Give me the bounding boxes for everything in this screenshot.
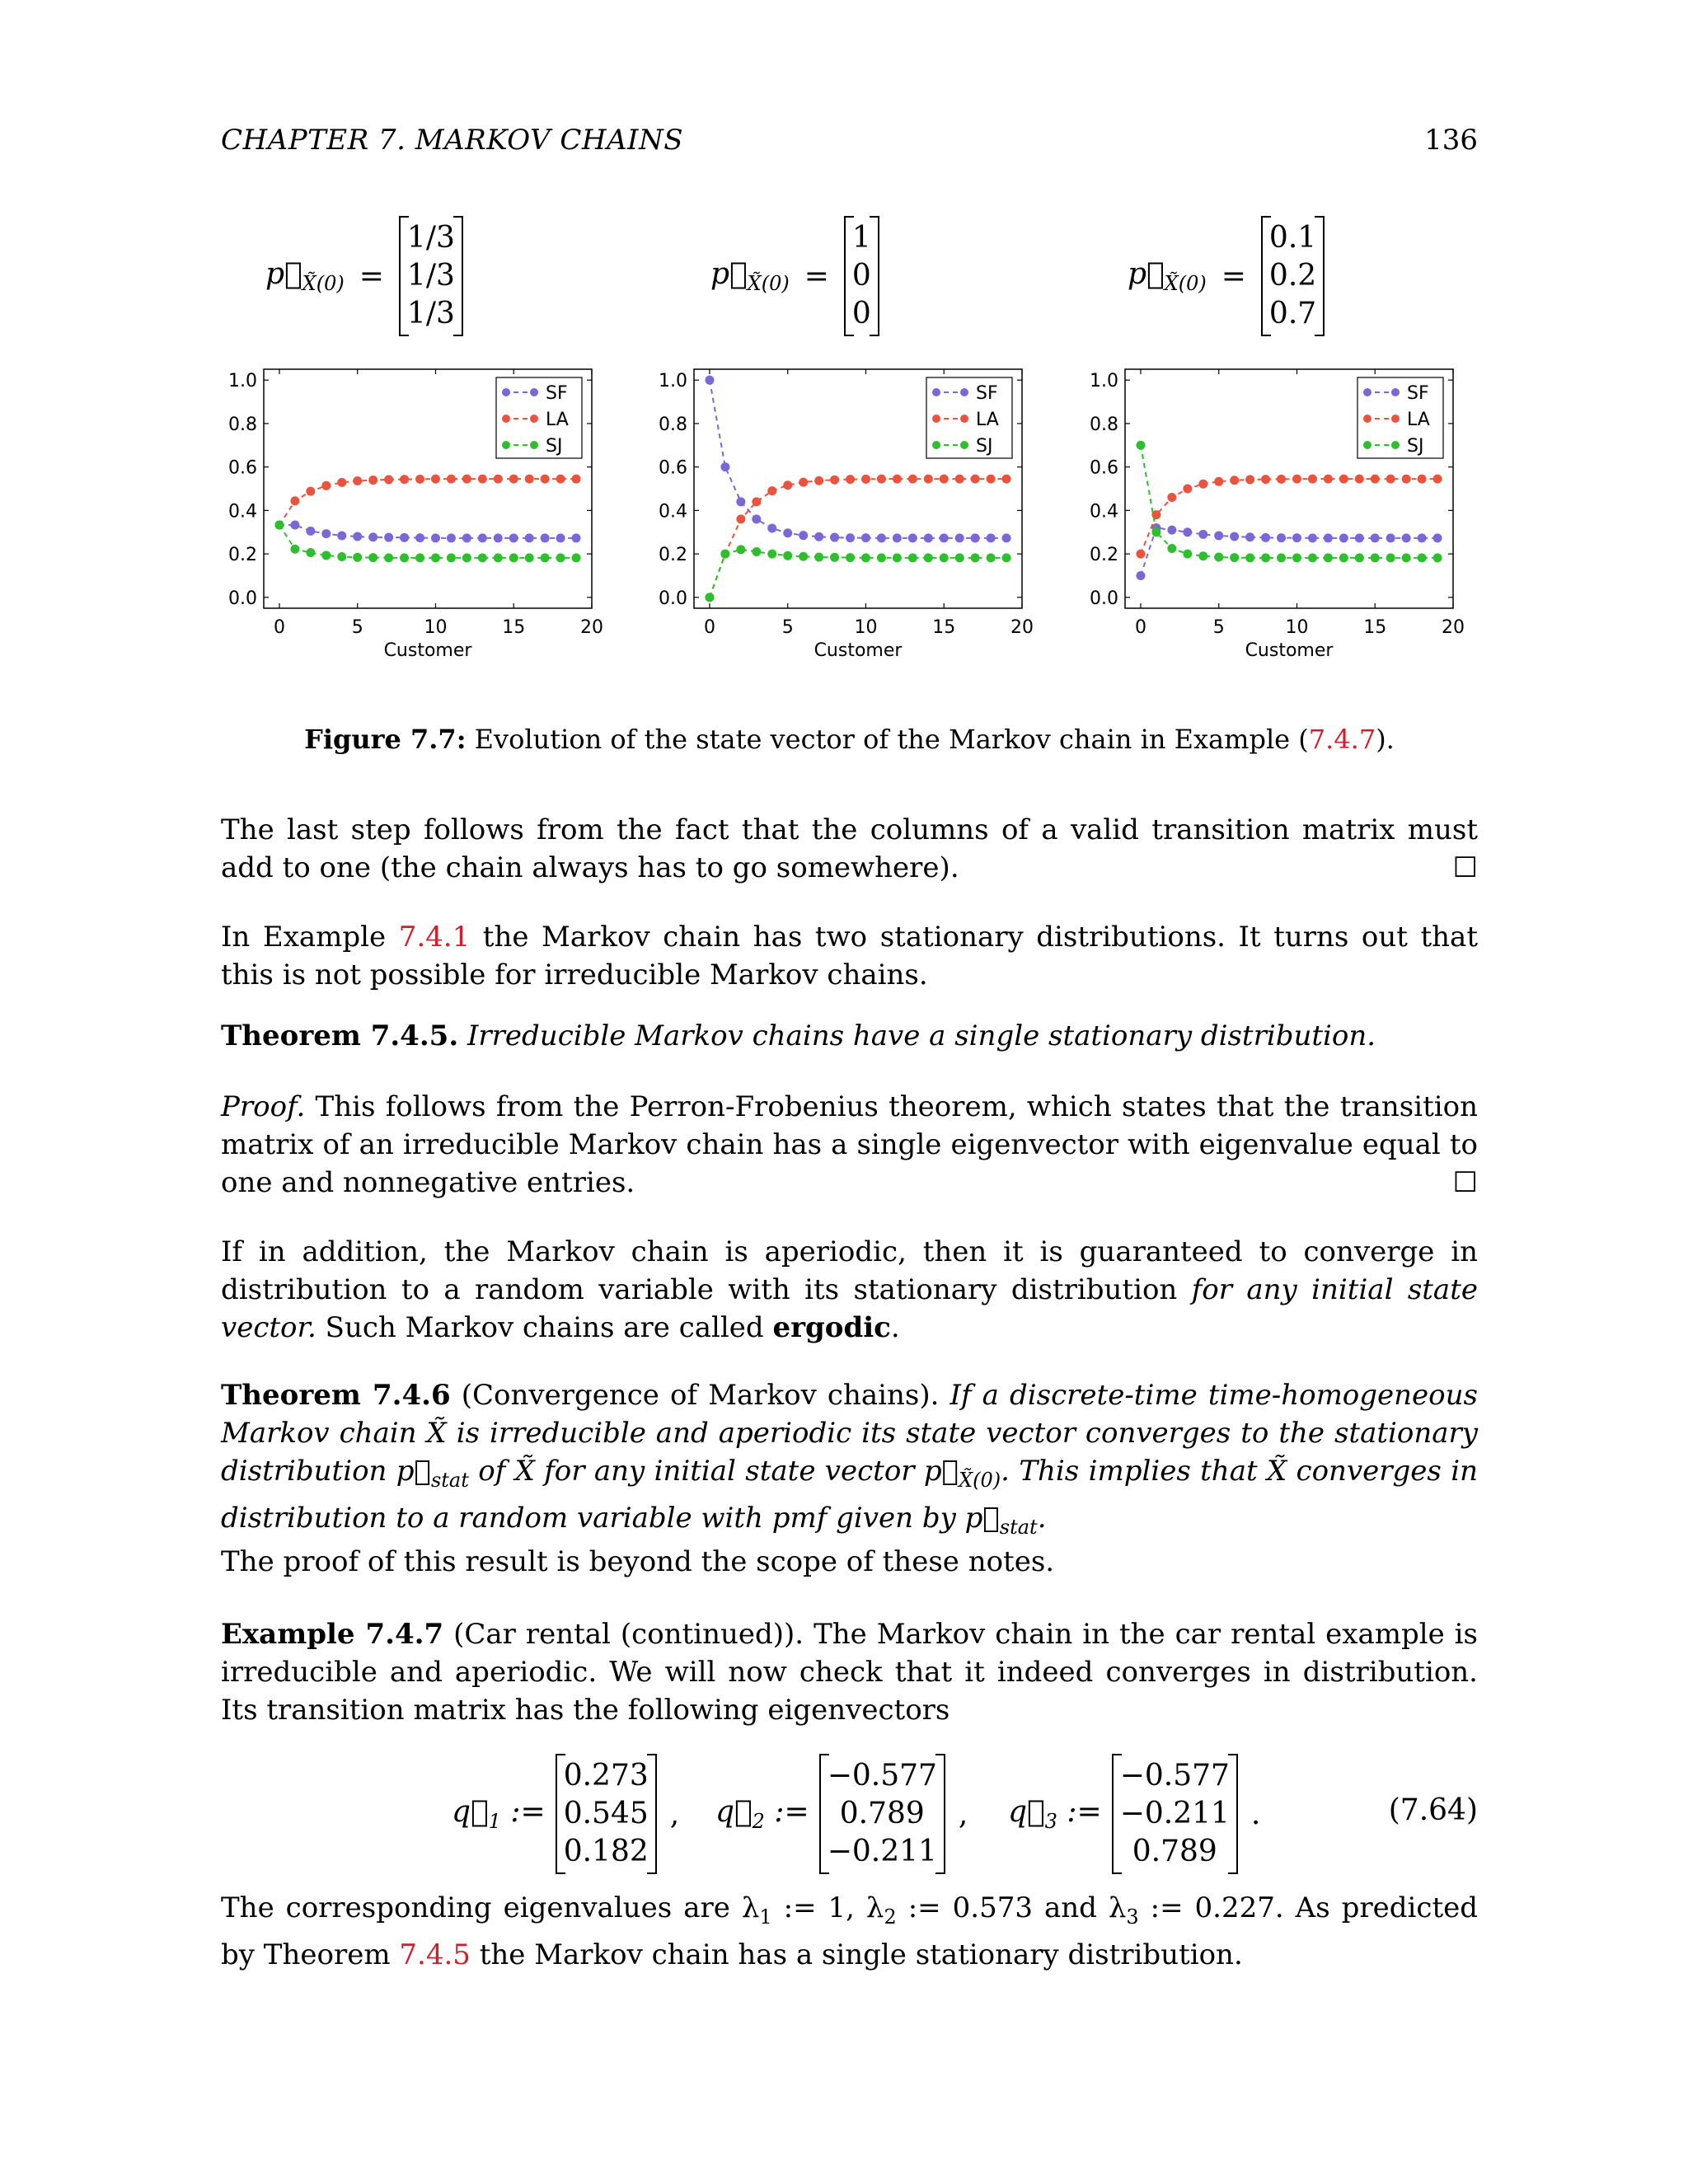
proof: [221, 1088, 1478, 1202]
data-point-sf: [1308, 533, 1317, 542]
paragraph-text: The proof of this result is beyond the scope of these notes.: [221, 1545, 1055, 1578]
x-tick-label: 15: [932, 617, 956, 638]
data-point-la: [1339, 475, 1348, 484]
x-tick-label: 5: [351, 617, 363, 638]
equation-number: (7.64): [1388, 1793, 1478, 1827]
paragraph-text: The corresponding eigenvalues are λ: [221, 1891, 760, 1924]
legend-swatch-marker: [1391, 388, 1400, 396]
data-point-la: [1386, 475, 1395, 484]
data-point-sf: [1245, 532, 1254, 541]
legend-label: SF: [546, 383, 568, 404]
paragraph-text: := 0.573 and λ: [896, 1891, 1127, 1924]
paragraph-text: := 1, λ: [771, 1891, 884, 1924]
y-tick-label: 0.6: [1090, 457, 1118, 479]
chapter-title: CHAPTER 7. MARKOV CHAINS: [221, 124, 684, 157]
matrix-entry: 0.273: [563, 1759, 649, 1793]
proof-label: Proof.: [221, 1090, 306, 1123]
emphasis-text: for any initial state vector.: [221, 1273, 1478, 1344]
page-number: 136: [1424, 124, 1478, 157]
caption-text: Evolution of the state vector of the Markov chain in Example (: [466, 724, 1309, 755]
data-point-sf: [1198, 530, 1207, 539]
x-tick-label: 0: [273, 617, 285, 638]
data-point-sf: [1277, 533, 1286, 542]
equals-sign: =: [1221, 259, 1246, 293]
x-tick-label: 5: [1212, 617, 1225, 638]
matrix-entry: −0.211: [827, 1835, 937, 1868]
y-tick-label: 1.0: [228, 371, 257, 392]
data-point-sj: [1292, 553, 1301, 562]
subscript: X̃(0): [959, 1468, 1001, 1492]
qed-symbol: ☐: [1452, 851, 1478, 884]
example-7-4-7: [221, 1615, 1478, 1729]
data-point-la: [1292, 475, 1301, 484]
matrix-entry: 0.7: [1268, 297, 1317, 330]
subscript: stat: [999, 1515, 1038, 1539]
data-point-la: [1402, 475, 1411, 484]
paragraph-text: Such Markov chains are called: [316, 1311, 773, 1344]
equals-sign: =: [359, 259, 384, 293]
matrix: [819, 1754, 945, 1874]
data-point-sj: [1183, 550, 1192, 559]
matrix: [1112, 1754, 1238, 1874]
theorem-text: If a discrete-time time-homogeneous Markov chain X̃ is irreducible and aperiodic its state vector converges to the stationary distribution p⃗: [221, 1379, 1478, 1488]
y-tick-label: 1.0: [1090, 371, 1118, 392]
matrix-entry: 1/3: [406, 259, 455, 293]
data-point-sj: [1167, 544, 1176, 553]
theorem-text: . This implies that X̃ converges in distribution to a random variable with pmf given by p⃗: [221, 1455, 1478, 1535]
y-tick-label: 0.4: [1090, 501, 1118, 523]
data-point-sf: [1418, 533, 1427, 542]
y-tick-label: 0.0: [228, 588, 257, 609]
legend-swatch-marker: [1363, 441, 1372, 449]
eigenvector-2: [715, 1754, 968, 1874]
data-point-sj: [1261, 553, 1270, 562]
data-point-sf: [1261, 533, 1270, 542]
data-point-sj: [1418, 553, 1427, 562]
data-point-la: [1214, 477, 1223, 486]
vector-symbol: q⃗: [1008, 1794, 1045, 1829]
subscript: 3: [1126, 1905, 1139, 1929]
example-link[interactable]: 7.4.7: [1308, 724, 1376, 755]
data-point-sj: [1355, 553, 1364, 562]
x-tick-label: 20: [1442, 617, 1465, 638]
x-axis-label: Customer: [383, 640, 472, 661]
paragraph-text: the Markov chain has two stationary distributions. It turns out that this is not possible for irreducible Markov chains.: [221, 921, 1478, 991]
paragraph-stationary: [221, 918, 1478, 994]
data-point-sj: [1339, 553, 1348, 562]
legend-swatch-marker: [1391, 415, 1400, 423]
data-point-sf: [1433, 533, 1442, 542]
eigenvector-1: [452, 1754, 679, 1874]
x-tick-label: 5: [781, 617, 794, 638]
qed-symbol: ☐: [1452, 1166, 1478, 1199]
vector-subscript: 1: [488, 1810, 501, 1834]
data-point-sj: [1402, 553, 1411, 562]
vector-symbol: p⃗: [710, 256, 748, 291]
vector-symbol: q⃗: [452, 1794, 489, 1829]
data-point-la: [1433, 475, 1442, 484]
bold-term: ergodic: [772, 1311, 891, 1344]
assign-symbol: :=: [764, 1794, 809, 1829]
data-point-sj: [1277, 553, 1286, 562]
data-point-sf: [1214, 531, 1223, 540]
theorem-text: of X̃ for any initial state vector p⃗: [468, 1455, 959, 1488]
matrix: [556, 1754, 657, 1874]
data-point-sj: [1324, 553, 1333, 562]
vector-symbol: p⃗: [265, 256, 302, 291]
vector-subscript: 2: [752, 1810, 765, 1834]
data-point-la: [1371, 475, 1380, 484]
data-point-la: [1183, 485, 1192, 494]
matrix-entry: −0.577: [827, 1759, 937, 1793]
paragraph-eigenvalues: [221, 1889, 1478, 1974]
y-tick-label: 1.0: [659, 371, 687, 392]
data-point-sf: [1230, 532, 1239, 541]
paragraph-last-step: [221, 811, 1478, 887]
y-tick-label: 0.4: [659, 501, 687, 523]
y-tick-label: 0.8: [1090, 414, 1118, 435]
y-tick-label: 0.0: [659, 588, 687, 609]
data-point-la: [1245, 475, 1254, 484]
paragraph-text: In Example: [221, 921, 399, 954]
matrix-entry: 1/3: [406, 221, 455, 255]
x-tick-label: 0: [703, 617, 715, 638]
eigenvector-3: [1008, 1754, 1260, 1874]
legend-swatch-marker: [1391, 441, 1400, 449]
paragraph-text: := 0.227. As predicted by Theorem: [221, 1891, 1478, 1971]
theorem-text: Irreducible Markov chains have a single stationary distribution.: [458, 1019, 1376, 1052]
data-point-la: [1277, 475, 1286, 484]
assign-symbol: :=: [500, 1794, 546, 1829]
data-point-sj: [1136, 441, 1145, 450]
y-tick-label: 0.6: [228, 457, 257, 479]
eigenvector-equation: [221, 1754, 1478, 1869]
data-point-la: [1324, 475, 1333, 484]
matrix-entry: 0.2: [1268, 259, 1317, 293]
theorem-7-4-5: [221, 1017, 1478, 1055]
matrix-entry: 1/3: [406, 297, 455, 330]
punctuation: .: [1250, 1797, 1261, 1831]
data-point-sj: [1371, 553, 1380, 562]
matrix-entry: 0.789: [1132, 1835, 1217, 1868]
y-tick-label: 0.6: [659, 457, 687, 479]
data-point-sj: [1245, 553, 1254, 562]
matrix-entry: 0.545: [563, 1797, 649, 1830]
y-tick-label: 0.2: [228, 545, 257, 566]
punctuation: ,: [669, 1797, 680, 1831]
y-tick-label: 0.2: [1090, 545, 1118, 566]
example-text: The Markov chain in the car rental example is irreducible and aperiodic. We will now check that it indeed converges in distribution. Its transition matrix has the following eigenvectors: [221, 1618, 1478, 1727]
y-tick-label: 0.4: [228, 501, 257, 523]
legend-label: SJ: [976, 436, 993, 457]
x-tick-label: 15: [1363, 617, 1387, 638]
vector-symbol: p⃗: [1128, 256, 1165, 291]
legend-label: SJ: [546, 436, 563, 457]
data-point-la: [1230, 476, 1239, 485]
legend-label: LA: [1407, 410, 1430, 430]
matrix-entry: 1: [851, 221, 871, 255]
data-point-sf: [1339, 533, 1348, 542]
punctuation: ,: [958, 1797, 968, 1831]
data-point-sj: [1151, 527, 1160, 537]
data-point-sj: [1214, 553, 1223, 562]
theorem-title: (Convergence of Markov chains).: [450, 1379, 940, 1412]
x-tick-label: 10: [424, 617, 448, 638]
data-point-sf: [1324, 533, 1333, 542]
data-point-sj: [1308, 553, 1317, 562]
y-tick-label: 0.8: [228, 414, 257, 435]
data-point-la: [1136, 550, 1145, 559]
example-title: (Car rental (continued)).: [443, 1618, 804, 1651]
data-point-sf: [1183, 527, 1192, 537]
example-link[interactable]: 7.4.1: [398, 921, 471, 954]
data-point-sf: [1386, 533, 1395, 542]
data-point-sf: [1371, 533, 1380, 542]
data-point-sf: [1402, 533, 1411, 542]
paragraph-text: The last step follows from the fact that the columns of a valid transition matrix must add to one (the chain always has to go somewhere).: [221, 813, 1478, 884]
x-axis-label: Customer: [1245, 640, 1334, 661]
y-tick-label: 0.8: [659, 414, 687, 435]
subscript: 1: [759, 1905, 772, 1929]
legend-label: SJ: [1407, 436, 1424, 457]
matrix-entry: 0.182: [563, 1835, 649, 1868]
legend-label: SF: [976, 383, 998, 404]
figure-caption: [221, 724, 1478, 755]
data-point-sj: [1230, 553, 1239, 562]
matrix-entry: −0.577: [1119, 1759, 1230, 1793]
matrix-entry: 0.1: [1268, 221, 1317, 255]
data-point-sj: [1198, 551, 1207, 560]
paragraph-proof-scope: [221, 1543, 1478, 1581]
legend-swatch-marker: [1363, 415, 1372, 423]
proof-text: This follows from the Perron-Frobenius theorem, which states that the transition matrix of an irreducible Markov chain has a single eigenvector with eigenvalue equal to one and nonnegative entries.: [221, 1090, 1478, 1199]
subscript: stat: [430, 1468, 469, 1492]
figure-label: Figure 7.7:: [304, 724, 467, 755]
data-point-la: [1355, 475, 1364, 484]
data-point-la: [1167, 493, 1176, 502]
theorem-link[interactable]: 7.4.5: [399, 1938, 471, 1971]
x-tick-label: 0: [1134, 617, 1146, 638]
vector-subscript: 3: [1044, 1810, 1057, 1834]
data-point-la: [1198, 480, 1207, 489]
caption-end: ).: [1376, 724, 1395, 755]
vector-symbol: q⃗: [715, 1794, 753, 1829]
matrix-entry: 0: [851, 259, 871, 293]
matrix-entry: 0: [851, 297, 871, 330]
theorem-text: .: [1037, 1501, 1047, 1535]
subscript: 2: [884, 1905, 897, 1929]
x-tick-label: 15: [502, 617, 526, 638]
data-point-la: [1261, 475, 1270, 484]
data-point-sf: [1167, 526, 1176, 535]
theorem-label: Theorem 7.4.6: [221, 1379, 451, 1412]
x-tick-label: 20: [1010, 617, 1034, 638]
data-point-la: [1418, 475, 1427, 484]
y-tick-label: 0.0: [1090, 588, 1118, 609]
legend-label: LA: [976, 410, 999, 430]
matrix-entry: 0.789: [839, 1797, 925, 1830]
theorem-label: Theorem 7.4.5.: [221, 1019, 459, 1052]
matrix-entry: −0.211: [1119, 1797, 1230, 1830]
data-point-sf: [1355, 533, 1364, 542]
theorem-7-4-6: [221, 1376, 1478, 1546]
y-tick-label: 0.2: [659, 545, 687, 566]
x-tick-label: 10: [854, 617, 878, 638]
example-label: Example 7.4.7: [221, 1618, 444, 1651]
data-point-sj: [1386, 553, 1395, 562]
vector-subscript: X̃(0): [302, 272, 345, 296]
paragraph-text: .: [890, 1311, 900, 1344]
data-point-la: [1308, 475, 1317, 484]
vector-subscript: X̃(0): [747, 272, 790, 296]
x-tick-label: 20: [580, 617, 603, 638]
assign-symbol: :=: [1057, 1794, 1102, 1829]
x-tick-label: 10: [1285, 617, 1309, 638]
legend-swatch-marker: [1363, 388, 1372, 396]
paragraph-text: If in addition, the Markov chain is aperiodic, then it is guaranteed to converge in distribution to a random variable with its stationary distribution: [221, 1235, 1478, 1306]
paragraph-text: the Markov chain has a single stationary distribution.: [470, 1938, 1243, 1971]
x-axis-label: Customer: [814, 640, 903, 661]
data-point-sf: [1292, 533, 1301, 542]
paragraph-ergodic: [221, 1233, 1478, 1347]
data-point-sj: [1433, 553, 1442, 562]
equals-sign: =: [804, 259, 829, 293]
vector-subscript: X̃(0): [1164, 272, 1207, 296]
legend-label: SF: [1407, 383, 1429, 404]
data-point-sf: [1136, 571, 1145, 580]
legend-label: LA: [546, 410, 569, 430]
